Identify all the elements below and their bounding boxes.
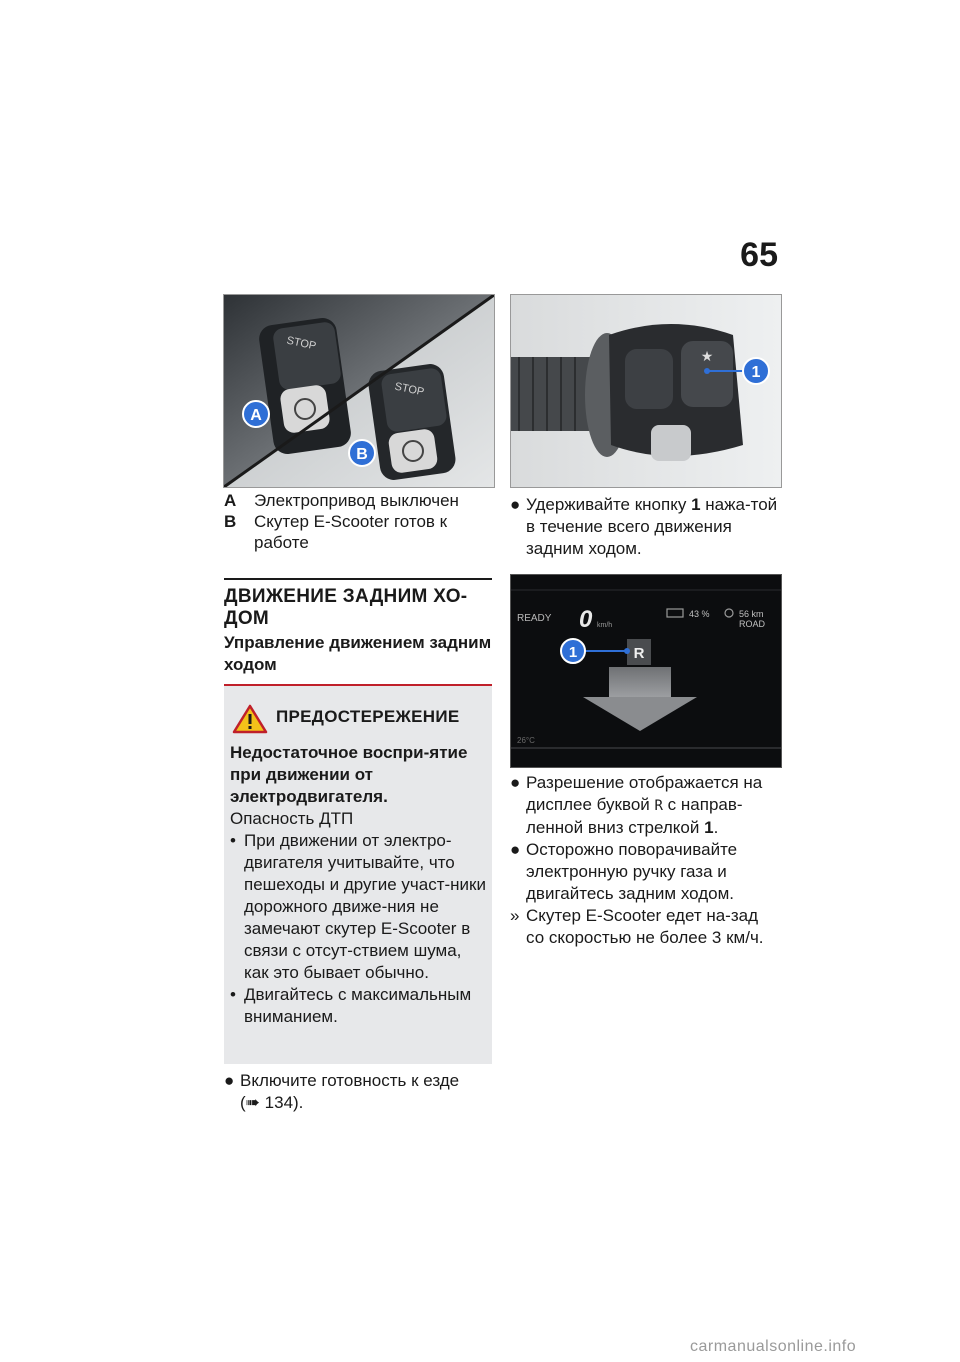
handlebar-switch-image <box>511 295 781 487</box>
speed-value: 0 <box>579 606 593 633</box>
list-item: ● Удерживайте кнопку 1 нажа-той в течение всего движения задним ходом. <box>510 495 778 558</box>
tft-display-image <box>511 575 781 767</box>
legend-text: Электропривод выключен <box>254 491 459 510</box>
bullet-text: Двигайтесь с максимальным вниманием. <box>244 985 472 1026</box>
list-item: ● Включите готовность к езде (➠ 134). <box>224 1071 460 1112</box>
left-steps <box>224 1070 492 1114</box>
stop-label-b: STOP <box>393 380 426 399</box>
display-callout-label: 1 <box>568 644 578 661</box>
legend-text: Скутер E-Scooter готов к работе <box>254 512 448 552</box>
ready-label: READY <box>517 613 552 624</box>
page-ref-arrow-icon: ➠ <box>245 1093 260 1112</box>
warning-danger: Опасность ДТП <box>230 809 354 828</box>
step-text: Удерживайте кнопку <box>526 495 687 514</box>
right-steps-top <box>510 494 780 560</box>
result-text: Скутер E-Scooter едет на-зад со скоростью не более 3 км/ч. <box>526 906 764 947</box>
legend-key: A <box>224 491 237 510</box>
legend-row-a <box>224 490 492 511</box>
page-number: 65 <box>740 236 778 274</box>
callout-b-label: B <box>356 446 368 463</box>
list-item: ● Разрешение отображается на дисплее буквой R с направ-ленной вниз стрелкой 1. <box>510 773 763 837</box>
warning-bullets <box>230 830 488 1028</box>
step-text: нажа-той в течение всего движения задним ходом. <box>526 495 778 558</box>
range-value: 56 km <box>739 609 764 619</box>
step-text: Разрешение отображается на дисплее буквой <box>526 773 763 814</box>
warning-header <box>228 704 490 734</box>
display-figure <box>510 574 782 768</box>
list-item: • При движении от электро-двигателя учитывайте, что пешеходы и другие участ-ники дорожного движе-ния не замечают скутер E-Scooter в связи с отсут-ствием шума, как это бывает обычно. <box>230 831 486 982</box>
riding-mode: ROAD <box>738 619 765 629</box>
reverse-indicator: R <box>633 645 645 662</box>
ref-number: 1 <box>691 495 701 514</box>
warning-headline: Недостаточное воспри-ятие при движении от электродвигателя. <box>230 743 468 806</box>
battery-value: 43 % <box>689 609 710 619</box>
speed-unit: km/h <box>597 622 613 629</box>
bullet-text: При движении от электро-двигателя учитывайте, что пешеходы и другие участ-ники дорожного движе-ния не замечают скутер E-Scooter в связи с отсут-ствием шума, как это бывает обычно. <box>244 831 486 982</box>
warning-body <box>230 742 488 1028</box>
reverse-letter: R <box>654 798 663 814</box>
callout-1-label: 1 <box>751 364 761 381</box>
legend-key: B <box>224 512 237 531</box>
warning-title: ПРЕДОСТЕРЕЖЕНИЕ <box>276 707 460 726</box>
watermark: carmanualsonline.info <box>690 1338 857 1355</box>
list-item: • Двигайтесь с максимальным вниманием. <box>230 985 472 1026</box>
step-text: с направ-ленной вниз стрелкой <box>526 795 743 837</box>
legend-row-b <box>224 511 492 553</box>
switch-states-figure <box>223 294 495 488</box>
punctuation: . <box>713 818 719 837</box>
ref-number: 1 <box>704 818 714 837</box>
warning-triangle-icon <box>232 704 268 734</box>
switch-states-image <box>224 295 494 487</box>
section-divider <box>224 578 492 580</box>
figure-legend <box>224 490 492 553</box>
list-item: » Скутер E-Scooter едет на-зад со скоростью не более 3 км/ч. <box>510 906 764 947</box>
step-text: Осторожно поворачивайте электронную ручку газа и двигайтесь задним ходом. <box>526 840 738 903</box>
right-steps-bottom <box>510 772 780 949</box>
callout-a-label: A <box>250 407 262 424</box>
svg-text:★: ★ <box>700 349 714 365</box>
stop-label-a: STOP <box>285 334 318 353</box>
temperature: 26°C <box>517 736 535 745</box>
step-text: Включите готовность к езде <box>240 1071 460 1090</box>
page-ref: 134). <box>264 1093 304 1112</box>
subsection-title: Управление движением задним ходом <box>224 633 492 674</box>
section-title: ДВИЖЕНИЕ ЗАДНИМ ХО-ДОМ <box>224 586 468 629</box>
reverse-button-figure <box>510 294 782 488</box>
list-item: ● Осторожно поворачивайте электронную ручку газа и двигайтесь задним ходом. <box>510 840 738 903</box>
